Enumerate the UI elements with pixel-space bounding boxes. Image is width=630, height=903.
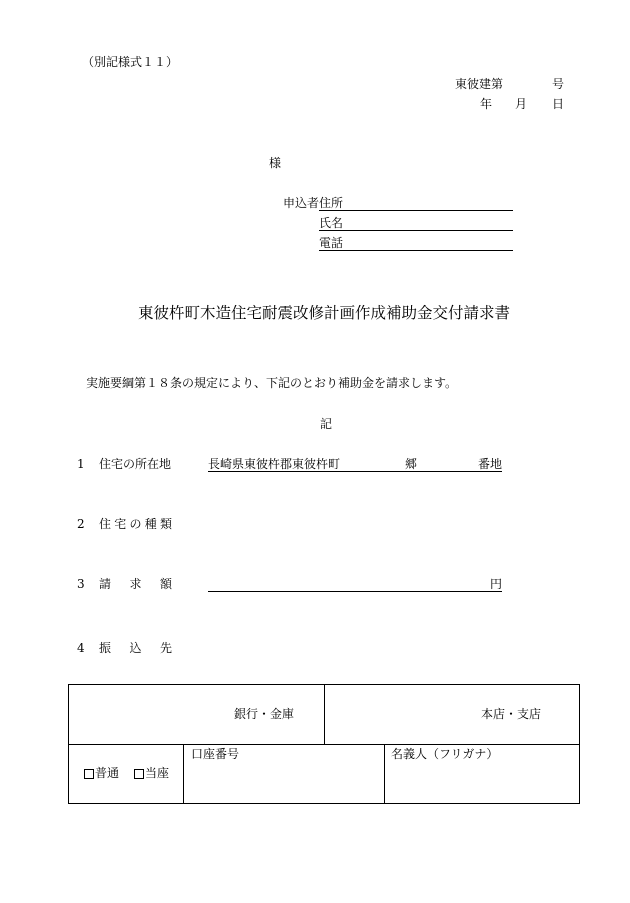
account-holder-label: 名義人（フリガナ） bbox=[391, 747, 499, 761]
bank-account-table bbox=[68, 684, 580, 804]
addressee-suffix: 様 bbox=[269, 156, 282, 170]
applicant-phone-field[interactable] bbox=[319, 237, 513, 251]
item-number: 3 bbox=[77, 577, 85, 591]
applicant-phone-label: 電話 bbox=[319, 236, 344, 250]
date-month-label: 月 bbox=[515, 97, 528, 111]
amount-unit-yen: 円 bbox=[489, 577, 502, 591]
location-unit-banchi: 番地 bbox=[477, 457, 502, 471]
form-code: （別記様式１１） bbox=[82, 55, 179, 69]
account-type-options bbox=[84, 767, 169, 780]
amount-field[interactable] bbox=[208, 578, 502, 592]
item-number: 2 bbox=[77, 517, 85, 531]
account-type-cell bbox=[69, 745, 184, 803]
location-prefix: 長崎県東彼杵郡東彼杵町 bbox=[208, 457, 341, 471]
account-type-ordinary[interactable] bbox=[84, 767, 119, 780]
bank-name-cell[interactable] bbox=[69, 685, 325, 745]
current-label: 当座 bbox=[145, 766, 170, 780]
request-statement: 実施要綱第１８条の規定により、下記のとおり補助金を請求します。 bbox=[86, 376, 458, 390]
date-day-label: 日 bbox=[552, 97, 565, 111]
branch-name-cell[interactable] bbox=[325, 685, 579, 745]
applicant-address-field[interactable] bbox=[319, 197, 513, 211]
document-number-prefix: 東彼建第 bbox=[455, 77, 504, 91]
item-label-amount: 請求額 bbox=[99, 577, 191, 591]
account-type-current[interactable] bbox=[134, 767, 169, 780]
applicant-name-label: 氏名 bbox=[319, 216, 344, 230]
applicant-address-label: 申込者住所 bbox=[283, 196, 344, 210]
location-unit-go: 郷 bbox=[405, 457, 418, 471]
document-number-suffix: 号 bbox=[552, 77, 565, 91]
document-title: 東彼杵町木造住宅耐震改修計画作成補助金交付請求書 bbox=[138, 304, 511, 322]
bank-label: 銀行・金庫 bbox=[234, 707, 295, 721]
item-number: 4 bbox=[77, 641, 85, 655]
item-number: 1 bbox=[77, 457, 85, 471]
ordinary-checkbox[interactable] bbox=[84, 769, 94, 779]
applicant-name-field[interactable] bbox=[319, 217, 513, 231]
ordinary-label: 普通 bbox=[95, 766, 120, 780]
account-number-cell[interactable] bbox=[184, 745, 385, 803]
branch-label: 本店・支店 bbox=[481, 707, 542, 721]
location-field[interactable] bbox=[208, 458, 502, 472]
item-label-location: 住宅の所在地 bbox=[99, 457, 172, 471]
item-label-transfer-destination: 振込先 bbox=[99, 641, 191, 655]
note-heading: 記 bbox=[320, 417, 333, 431]
account-number-label: 口座番号 bbox=[191, 747, 240, 761]
account-holder-cell[interactable] bbox=[385, 745, 579, 803]
item-label-house-type: 住宅の種類 bbox=[99, 517, 176, 531]
date-year-label: 年 bbox=[480, 97, 493, 111]
current-checkbox[interactable] bbox=[134, 769, 144, 779]
